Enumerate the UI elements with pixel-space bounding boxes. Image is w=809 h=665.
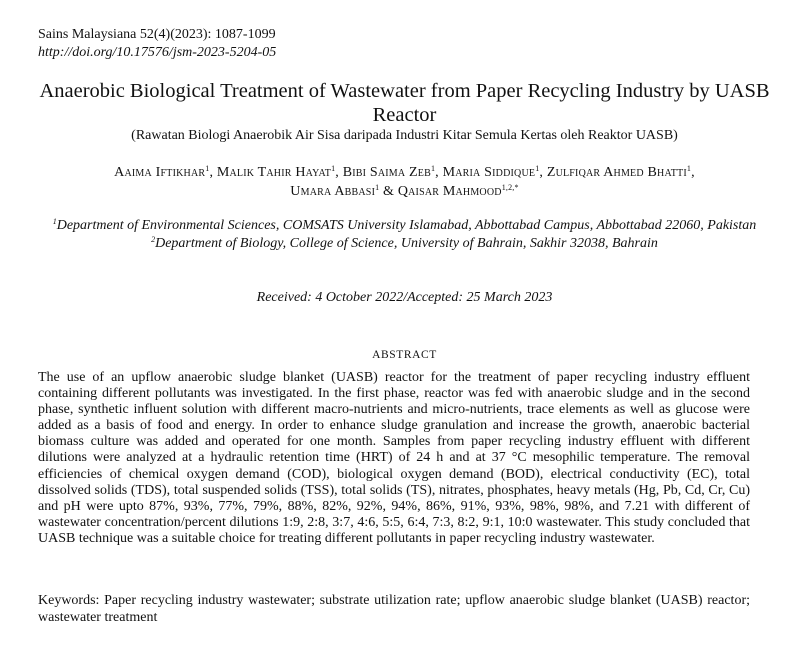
author-name: Umara Abbasi [290, 184, 376, 199]
author-separator: , [539, 165, 547, 180]
affiliation-text: Department of Biology, College of Science, University of Bahrain, Sakhir 32038, Bahrain [155, 236, 658, 251]
author-separator: , [691, 165, 695, 180]
author-affiliation-marker: 1 [375, 183, 380, 192]
affiliation-2 [30, 235, 779, 253]
author-list [20, 163, 789, 201]
affiliation-marker: 2 [151, 235, 156, 244]
abstract-body: The use of an upflow anaerobic sludge blanket (UASB) reactor for the treatment of paper recycling industry effluent containing different pollutants was investigated. In the first phase, reactor was fed with anaerobic sludge and in the second phase, synthetic influent solution with different macro-nutrients and micro-nutrients, trace elements as well as glucose were added as a basis of food and energy. In order to enhance sludge granulation and increase the growth, anaerobic bacterial biomass culture was added and operated for one month. Samples from paper recycling industry effluent with different dilutions were analyzed at a hydraulic retention time (HRT) of 24 h and at 37 °C mesophilic temperature. The removal efficiencies of chemical oxygen demand (COD), biological oxygen demand (BOD), electrical conductivity (EC), total dissolved solids (TDS), total suspended solids (TSS), total solids (TS), nitrates, phosphates, heavy metals (Hg, Pb, Cd, Cr, Cu) and pH were upto 87%, 93%, 77%, 79%, 88%, 82%, 92%, 94%, 86%, 91%, 93%, 98%, 98%, and 7.21 with different of wastewater concentration/percent dilutions 1:9, 2:8, 3:7, 4:6, 5:5, 6:4, 7:3, 8:2, 9:1, 10:0 wastewater. This study concluded that UASB technique was a suitable choice for treating different pollutants in paper recycling industry wastewater. [38, 370, 750, 546]
author-affiliation-marker: 1 [430, 164, 436, 173]
author-affiliation-marker: 1,2,* [501, 183, 519, 192]
author-affiliation-marker: 1 [205, 164, 210, 173]
author-name: Aaima Iftikhar [114, 165, 206, 180]
received-accepted-dates: Received: 4 October 2022/Accepted: 25 March 2023 [256, 290, 553, 305]
paper-subtitle-translation: (Rawatan Biologi Anaerobik Air Sisa daripada Industri Kitar Semula Kertas oleh Reaktor UASB) [131, 128, 678, 143]
keywords: Keywords: Paper recycling industry wastewater; substrate utilization rate; upflow anaerobic sludge blanket (UASB) reactor; wastewater treatment [38, 593, 750, 625]
abstract-heading: ABSTRACT [372, 349, 437, 361]
affiliation-1 [30, 217, 779, 235]
journal-header [38, 26, 276, 62]
journal-citation: Sains Malaysiana 52(4)(2023): 1087-1099 [38, 27, 276, 42]
author-affiliation-marker: 1 [331, 164, 336, 173]
author-name: Maria Siddique [442, 165, 536, 180]
author-separator: , [335, 165, 343, 180]
author-name: Bibi Saima Zeb [342, 165, 431, 180]
author-affiliation-marker: 1 [535, 164, 540, 173]
author-name: Zulfiqar Ahmed Bhatti [546, 165, 687, 180]
doi-link[interactable]: http://doi.org/10.17576/jsm-2023-5204-05 [38, 45, 277, 60]
author-separator: , [435, 165, 443, 180]
affiliation-marker: 1 [52, 217, 57, 226]
affiliations [30, 217, 779, 253]
author-affiliation-marker: 1 [686, 164, 692, 173]
author-name: Qaisar Mahmood [397, 184, 502, 199]
author-separator: , [209, 165, 217, 180]
affiliation-text: Department of Environmental Sciences, COMSATS University Islamabad, Abbottabad Campus, Abbottabad 22060, Pakistan [56, 218, 757, 233]
paper-title: Anaerobic Biological Treatment of Wastewater from Paper Recycling Industry by UASB Reactor [39, 80, 770, 126]
author-name: Malik Tahir Hayat [216, 165, 332, 180]
author-separator: & [379, 184, 398, 199]
